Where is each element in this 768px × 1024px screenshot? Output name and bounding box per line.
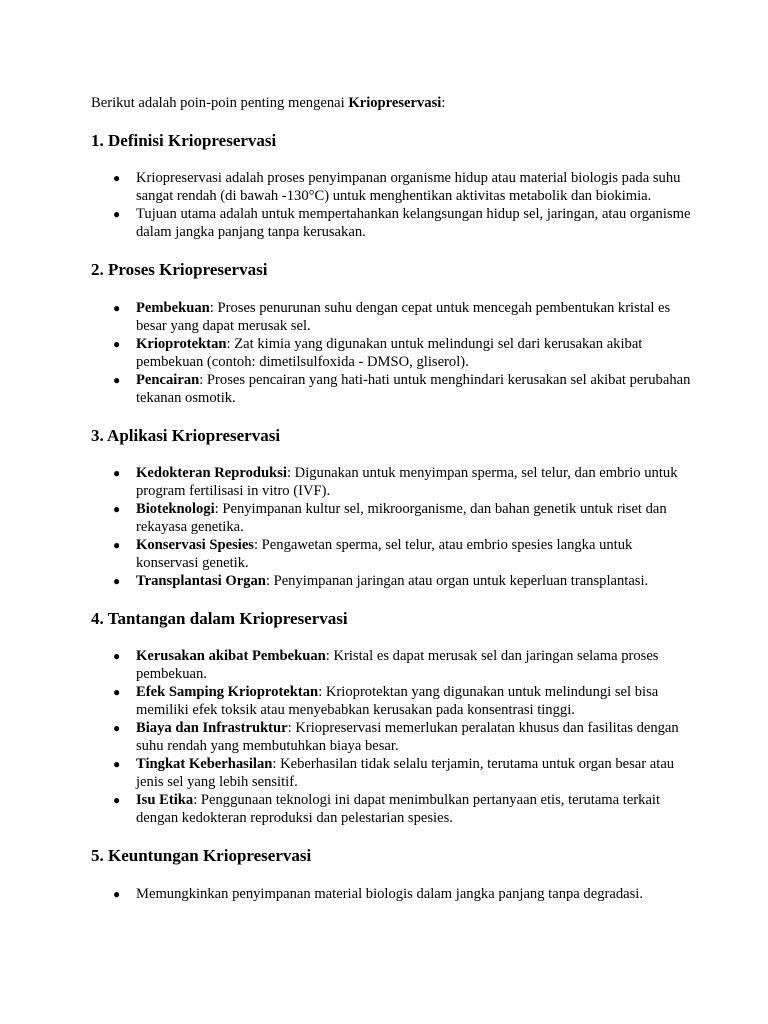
bullet-icon: ●: [113, 685, 121, 699]
document-page: [91, 94, 691, 903]
bullet-list: [91, 299, 691, 407]
bullet-list: [91, 647, 691, 827]
list-item: ● Isu Etika: Penggunaan teknologi ini dapat menimbulkan pertanyaan etis, terutama terkait dengan kedokteran reproduksi dan pelestarian spesies.: [113, 792, 661, 826]
bullet-icon: ●: [113, 171, 121, 185]
section-keuntungan: [91, 846, 691, 903]
bullet-icon: ●: [113, 649, 121, 663]
bullet-icon: ●: [113, 207, 121, 221]
intro-colon: :: [441, 95, 446, 111]
bullet-icon: ●: [113, 538, 121, 552]
list-item: ● Krioprotektan: Zat kimia yang digunakan untuk melindungi sel dari kerusakan akibat pembekuan (contoh: dimetilsulfoxida - DMSO, gliserol).: [113, 336, 643, 370]
bullet-list: [91, 464, 691, 590]
section-title: 5. Keuntungan Kriopreservasi: [91, 846, 312, 865]
section-aplikasi: [91, 426, 691, 590]
section-proses: [91, 260, 691, 407]
section-title: 1. Definisi Kriopreservasi: [91, 131, 277, 150]
section-title: 2. Proses Kriopreservasi: [91, 260, 268, 279]
bullet-icon: ●: [113, 373, 121, 387]
list-item: ● Bioteknologi: Penyimpanan kultur sel, mikroorganisme, dan bahan genetik untuk riset dan rekayasa genetika.: [113, 501, 667, 535]
list-item: ● Konservasi Spesies: Pengawetan sperma, sel telur, atau embrio spesies langka untuk konservasi genetik.: [113, 537, 633, 571]
bullet-icon: ●: [113, 301, 121, 315]
bullet-list: [91, 169, 691, 241]
bullet-list: [91, 885, 691, 903]
section-title: 3. Aplikasi Kriopreservasi: [91, 426, 281, 445]
bullet-icon: ●: [113, 793, 121, 807]
list-item: ● Biaya dan Infrastruktur: Kriopreservasi memerlukan peralatan khusus dan fasilitas dengan suhu rendah yang membutuhkan biaya besar.: [113, 720, 679, 754]
intro-bold-term: Kriopreservasi: [348, 95, 442, 111]
intro-text: Berikut adalah poin-poin penting mengenai: [91, 95, 349, 111]
bullet-icon: ●: [113, 887, 121, 901]
intro-paragraph: [91, 94, 691, 112]
bullet-icon: ●: [113, 757, 121, 771]
list-item: ● Kriopreservasi adalah proses penyimpanan organisme hidup atau material biologis pada suhu sangat rendah (di bawah -130°C) untuk menghentikan aktivitas metabolik dan biokimia.: [113, 170, 681, 204]
bullet-icon: ●: [113, 502, 121, 516]
list-item: ● Tujuan utama adalah untuk mempertahankan kelangsungan hidup sel, jaringan, atau organisme dalam jangka panjang tanpa kerusakan.: [113, 206, 691, 240]
bullet-icon: ●: [113, 337, 121, 351]
section-definisi: [91, 131, 691, 241]
list-item: ● Pembekuan: Proses penurunan suhu dengan cepat untuk mencegah pembentukan kristal es besar yang dapat merusak sel.: [113, 300, 671, 334]
list-item: ● Memungkinkan penyimpanan material biologis dalam jangka panjang tanpa degradasi.: [113, 886, 643, 902]
list-item: ● Kedokteran Reproduksi: Digunakan untuk menyimpan sperma, sel telur, dan embrio untuk program fertilisasi in vitro (IVF).: [113, 465, 678, 499]
list-item: ● Transplantasi Organ: Penyimpanan jaringan atau organ untuk keperluan transplantasi.: [113, 573, 649, 589]
section-tantangan: [91, 609, 691, 827]
bullet-icon: ●: [113, 466, 121, 480]
list-item: ● Pencairan: Proses pencairan yang hati-hati untuk menghindari kerusakan sel akibat perubahan tekanan osmotik.: [113, 372, 691, 406]
list-item: ● Tingkat Keberhasilan: Keberhasilan tidak selalu terjamin, terutama untuk organ besar atau jenis sel yang lebih sensitif.: [113, 756, 675, 790]
section-title: 4. Tantangan dalam Kriopreservasi: [91, 609, 348, 628]
list-item: ● Kerusakan akibat Pembekuan: Kristal es dapat merusak sel dan jaringan selama proses pembekuan.: [113, 648, 659, 682]
bullet-icon: ●: [113, 721, 121, 735]
bullet-icon: ●: [113, 574, 121, 588]
list-item: ● Efek Samping Krioprotektan: Krioprotektan yang digunakan untuk melindungi sel bisa memiliki efek toksik atau menyebabkan kerusakan pada konsentrasi tinggi.: [113, 684, 659, 718]
